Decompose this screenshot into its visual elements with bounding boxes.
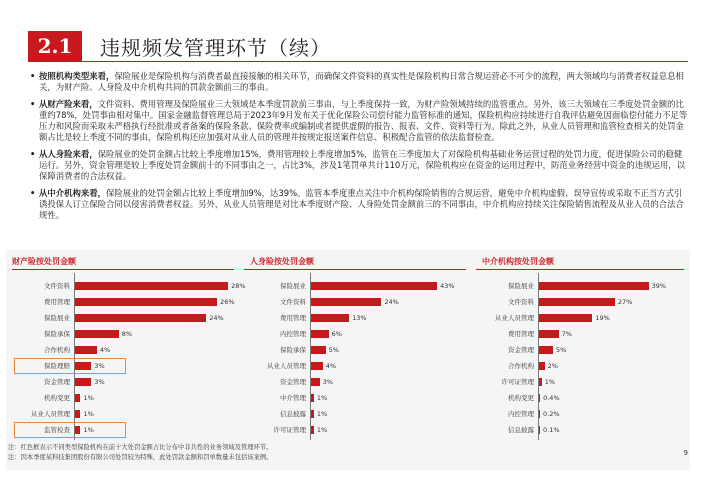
chart-row: [44, 374, 268, 390]
bar: [539, 282, 649, 290]
chart-title-underline: [476, 269, 684, 270]
value-label: 3%: [94, 378, 105, 386]
category-label: 机构变更: [508, 394, 534, 402]
page-number: 9: [683, 449, 688, 457]
bar: [539, 298, 615, 306]
highlight-box: [14, 358, 126, 374]
value-label: 13%: [352, 314, 367, 322]
bar: [311, 330, 329, 338]
slide-header: [0, 0, 710, 66]
chart-row: [44, 310, 268, 326]
charts-area: [6, 250, 690, 470]
page-title: 违规频发管理环节（续）: [100, 36, 331, 60]
paragraph-text: 文件资料、费用管理及保险展业三大领域是本季度罚款前三事由，与上季度保持一致，为财产险领域持续的监管重点。另外，该三大领域在三季度处罚金额的比重约78%，处罚事由相对集中。国家金融监督管理总局于2023年9月发布关于优化保险公司偿付能力监管标准的通知，保险机构应持续进行自我评估避免因面临偿付能力不足等压力和风险而采取未严格执行经批准或者备案的保险条款、保险费率或编制或者提供虚假的报告、报表、文件、资料等行为。除此之外，从业人员管理和监管检查相关的处罚金额占比是较上季度不同的事由，保险机构还应加强对从业人员的管理并按规定报送案件信息、积极配合监管的依法监督检查。: [39, 98, 688, 143]
value-label: 1%: [544, 378, 556, 386]
value-label: 2%: [547, 362, 558, 370]
bar: [539, 410, 540, 418]
bar: [311, 314, 349, 322]
bullet-icon: •: [30, 71, 36, 81]
chart-row: [508, 390, 686, 406]
value-label: 4%: [325, 362, 337, 370]
value-label: 3%: [322, 378, 334, 386]
chart-row: [44, 326, 268, 342]
chart-row: [508, 422, 686, 438]
category-label: 从业人员管理: [267, 362, 306, 370]
chart-row: [508, 326, 686, 342]
value-label: 28%: [231, 282, 246, 290]
chart-row: [280, 390, 472, 406]
bar: [539, 362, 545, 370]
chart-intermediary: [476, 250, 688, 470]
paragraph-text: 保险展业的处罚金额占比较上季度增加9%，达39%。监管本季度重点关注中介机构保险销售的合规运营，避免中介机构虚假、误导宣传或采取不正当方式引诱投保人订立保险合同以侵害消费者权益。另外，从业人员管理是对比本季度财产险、人身险处罚金额前三的不同事由，中介机构应持续关注保险销售流程及从业人员的合法合规性。: [39, 187, 684, 221]
bar: [311, 298, 381, 306]
value-label: 24%: [209, 314, 224, 322]
category-label: 内控管理: [508, 410, 534, 418]
paragraph-lead: 从财产险来看，: [39, 98, 98, 109]
value-label: 3%: [94, 362, 105, 370]
bar: [75, 346, 97, 354]
chart-title: 财产险按处罚金额: [12, 257, 76, 266]
bullet-icon: •: [30, 148, 36, 159]
bar: [539, 394, 540, 402]
category-label: 信息披露: [508, 426, 534, 434]
category-label: 许可证管理: [501, 378, 534, 386]
chart-row: [495, 310, 686, 326]
category-label: 合作机构: [44, 346, 70, 354]
chart-row: [44, 278, 268, 294]
value-label: 4%: [99, 346, 111, 354]
value-label: 1%: [316, 394, 328, 402]
paragraph-lead: 从中介机构来看，: [39, 187, 106, 198]
category-label: 费用管理: [508, 330, 534, 338]
chart-row: [508, 278, 686, 294]
category-label: 保险展业: [44, 314, 70, 322]
footnote-highlight: 注：红色框表示不同类型保险机构在前十大处罚金额占比分布中非共性的业务领域及管理环节。: [8, 444, 273, 451]
category-label: 监管检查: [44, 426, 70, 434]
category-label: 保险承保: [44, 330, 70, 338]
value-label: 19%: [595, 314, 610, 322]
category-label: 保险理赔: [44, 362, 70, 370]
bar: [75, 298, 217, 306]
chart-row: [44, 390, 268, 406]
category-label: 保险承保: [280, 346, 306, 354]
section-number-badge: 2.1: [28, 31, 82, 61]
highlight-box: [14, 422, 126, 438]
category-label: 资金管理: [508, 346, 534, 354]
paragraph-property-insurance: [30, 99, 690, 144]
title-divider: [28, 61, 688, 62]
category-label: 保险展业: [280, 282, 306, 290]
paragraph-lead: 从人身险来看，: [39, 148, 98, 159]
category-label: 许可证管理: [273, 426, 306, 434]
bar: [75, 314, 206, 322]
paragraph-intermediary: [30, 188, 690, 222]
value-label: 1%: [316, 426, 328, 434]
value-label: 24%: [384, 298, 399, 306]
chart-row: [267, 358, 472, 374]
bar: [311, 362, 323, 370]
bar: [75, 282, 228, 290]
chart-row: [508, 358, 686, 374]
value-label: 26%: [220, 298, 235, 306]
category-label: 文件资料: [280, 298, 306, 306]
category-label: 合作机构: [508, 362, 534, 370]
category-label: 资金管理: [280, 378, 306, 386]
bar: [75, 394, 80, 402]
value-label: 5%: [556, 346, 567, 354]
paragraph-text: 保险展业是保险机构与消费者最直接接触的相关环节，而确保文件资料的真实性是保险机构日常合规运营必不可少的流程，两大领域均与消费者权益息息相关，为财产险、人身险及中介机构共同的罚款金额前三的事由。: [39, 71, 684, 93]
category-label: 从业人员管理: [495, 314, 534, 322]
category-label: 资金管理: [44, 378, 70, 386]
bar: [75, 378, 91, 386]
footnotes: [8, 443, 658, 463]
value-label: 8%: [121, 330, 133, 338]
chart-property-insurance: [12, 250, 246, 470]
chart-row: [280, 294, 472, 310]
value-label: 6%: [331, 330, 342, 338]
chart-row: [508, 342, 686, 358]
category-label: 机构变更: [44, 394, 70, 402]
footnote-exclusion: 注：因本季度某科技集团股份有限公司处罚较为特殊，此处罚款金额和罚单数量未包括该案例。: [8, 454, 273, 461]
value-label: 1%: [83, 410, 94, 418]
chart-row: [280, 326, 472, 342]
chart-row: [508, 294, 686, 310]
bar: [539, 426, 540, 434]
value-label: 43%: [440, 282, 455, 290]
category-label: 费用管理: [44, 298, 70, 306]
bar: [539, 346, 553, 354]
chart-row: [31, 406, 268, 422]
paragraph-by-institution-type: [30, 71, 690, 94]
category-label: 保险展业: [508, 282, 534, 290]
paragraph-lead: 按照机构类型来看，: [39, 71, 115, 81]
category-label: 文件资料: [508, 298, 534, 306]
value-label: 5%: [328, 346, 339, 354]
value-label: 0.2%: [543, 410, 560, 418]
chart-row: [280, 278, 472, 294]
chart-title-underline: [244, 269, 466, 270]
bar: [539, 378, 542, 386]
chart-row: [280, 342, 472, 358]
chart-row: [508, 406, 686, 422]
bar: [75, 330, 119, 338]
category-label: 中介管理: [280, 394, 306, 402]
value-label: 27%: [617, 298, 633, 306]
chart-title: 人身险按处罚金额: [250, 257, 314, 266]
chart-row: [44, 294, 268, 310]
value-label: 1%: [83, 426, 94, 434]
bullet-icon: •: [30, 187, 36, 198]
chart-title-underline: [12, 269, 234, 270]
category-label: 费用管理: [280, 314, 306, 322]
category-label: 文件资料: [44, 282, 70, 290]
chart-row: [280, 406, 472, 422]
bar: [311, 378, 320, 386]
category-label: 内控管理: [280, 330, 306, 338]
category-label: 信息披露: [280, 410, 306, 418]
bar: [311, 410, 314, 418]
bar: [311, 394, 314, 402]
chart-title: 中介机构按处罚金额: [482, 257, 554, 266]
bar: [75, 410, 80, 418]
chart-row: [280, 374, 472, 390]
chart-row: [273, 422, 472, 438]
bar: [539, 330, 559, 338]
chart-life-insurance: [244, 250, 468, 470]
value-label: 7%: [561, 330, 572, 338]
analysis-paragraphs: [30, 71, 690, 227]
bar: [311, 346, 326, 354]
bar: [311, 426, 314, 434]
paragraph-life-insurance: [30, 149, 690, 183]
bar: [539, 314, 592, 322]
chart-row: [44, 342, 268, 358]
value-label: 39%: [651, 282, 667, 290]
value-label: 0.1%: [543, 426, 560, 434]
paragraph-text: 保险展业的处罚金额占比较上季度增加15%，费用管理较上季度增加5%，监管在三季度加大了对保险机构基础业务运营过程的处罚力度，促进保险公司的稳健运行。另外，资金管理是较上季度处罚金额前十的不同事由之一，占比3%，涉及1笔罚单共计110万元，保险机构应在资金的运用过程中，防范业务经营中资金的违规运用，以保障消费者的合法权益。: [39, 148, 685, 182]
value-label: 0.4%: [543, 394, 560, 402]
chart-row: [280, 310, 472, 326]
value-label: 1%: [83, 394, 94, 402]
value-label: 1%: [316, 410, 328, 418]
bar: [311, 282, 437, 290]
category-label: 从业人员管理: [31, 410, 70, 418]
bullet-icon: •: [30, 98, 36, 109]
chart-row: [501, 374, 686, 390]
